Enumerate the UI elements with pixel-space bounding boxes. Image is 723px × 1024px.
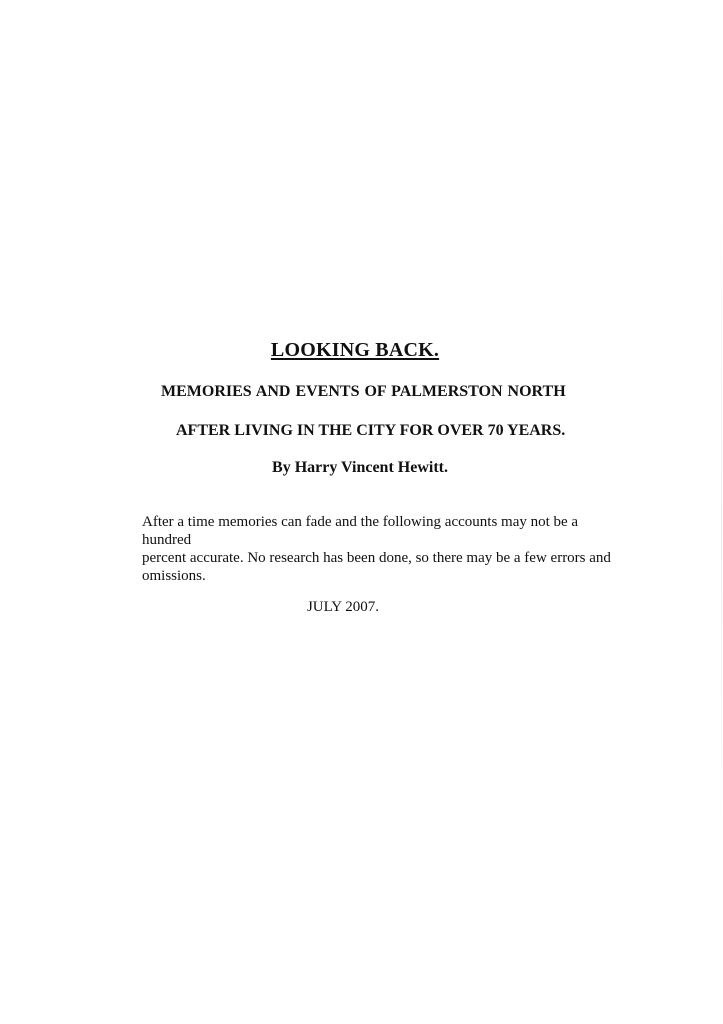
document-title: LOOKING BACK. [270, 339, 440, 361]
subtitle-line-1: MEMORIES AND EVENTS OF PALMERSTON NORTH [161, 383, 566, 400]
subtitle-line-2: AFTER LIVING IN THE CITY FOR OVER 70 YEARS. [176, 422, 566, 439]
document-date: JULY 2007. [306, 599, 380, 615]
scan-edge-shadow [721, 180, 722, 880]
intro-paragraph: After a time memories can fade and the following accounts may not be a hundred percent accurate. No research has been done, so there may be a few errors and omissions. [142, 514, 611, 584]
author-byline: By Harry Vincent Hewitt. [272, 459, 448, 476]
